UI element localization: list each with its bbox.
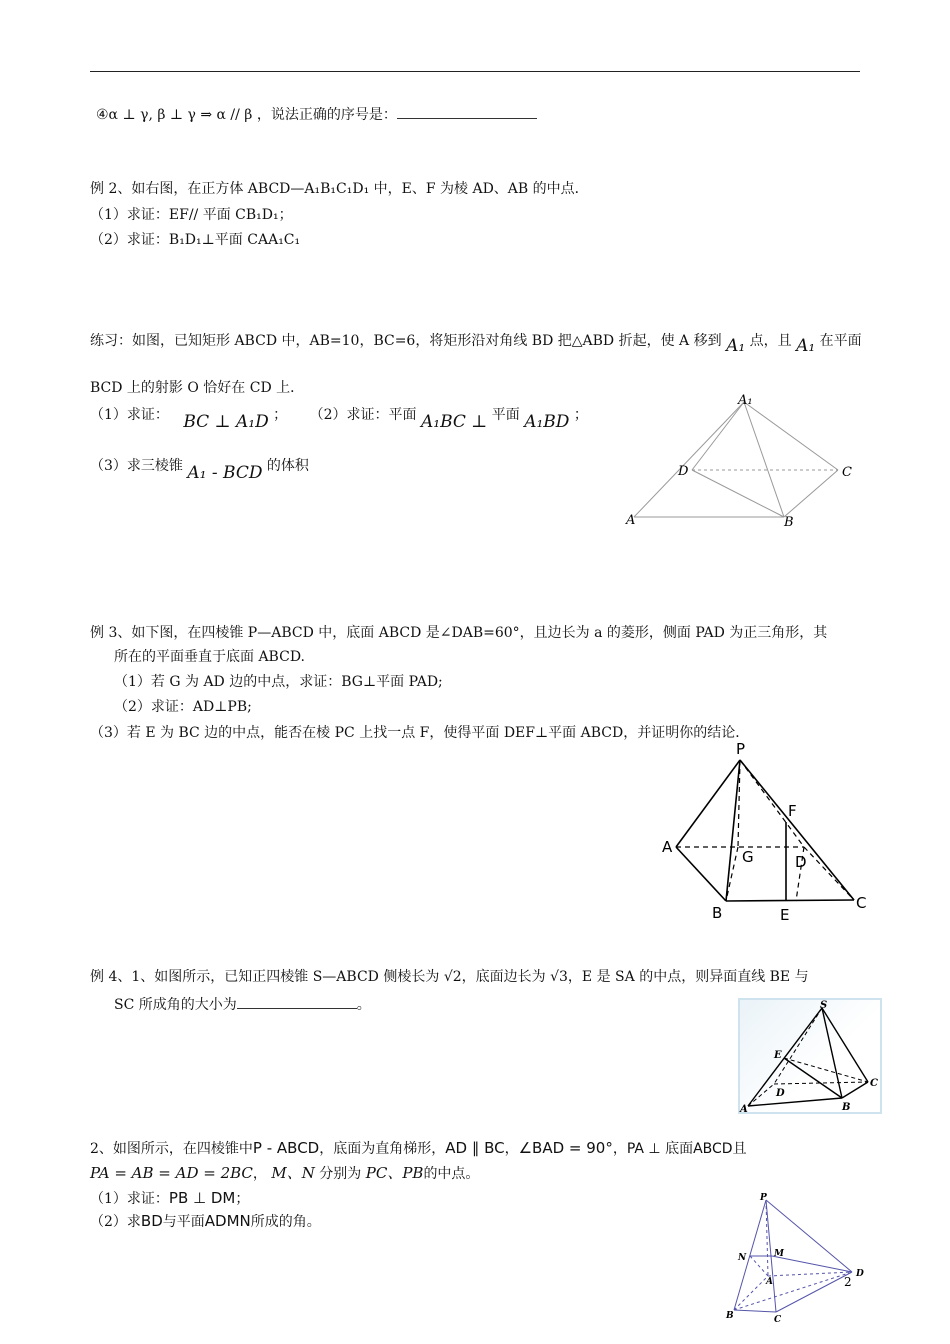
- practice-q3: [90, 455, 309, 483]
- ex3-figure: [660, 740, 870, 920]
- ex3-q1: （1）若 G 为 AD 边的中点，求证：BG⊥平面 PAD;: [114, 674, 443, 690]
- fig3-label-s: S: [820, 1000, 828, 1011]
- ex2-title: 例 2、如右图，在正方体 ABCD—A₁B₁C₁D₁ 中，E、F 为棱 AD、AB 的中点．: [90, 181, 589, 197]
- fig4-label-p: P: [760, 1193, 767, 1203]
- ex5-m4: PA ⊥ 底面ABCD: [626, 1141, 733, 1157]
- ex5-m7: PC、PB: [365, 1164, 424, 1182]
- practice-figure: [620, 390, 860, 530]
- ex5-m1: P - ABCD: [252, 1139, 320, 1157]
- fig3-label-c: C: [870, 1078, 878, 1089]
- ex5-q1: [90, 1188, 249, 1208]
- fig3-label-e: E: [774, 1050, 782, 1061]
- ex5-text-d: 分别为: [319, 1166, 362, 1182]
- fig4-label-n: N: [738, 1253, 747, 1263]
- ex4-figure: [738, 998, 882, 1114]
- fig1-label-a1: A₁: [738, 393, 753, 408]
- fig3-label-b: B: [842, 1102, 851, 1113]
- practice-q2-math-b: A₁BD: [524, 412, 570, 432]
- fig2-label-a: A: [662, 838, 673, 856]
- ex5-text-c: 且: [732, 1141, 747, 1157]
- ex5-q1-label: （1）求证：: [90, 1191, 169, 1207]
- fig4-label-b: B: [726, 1311, 734, 1321]
- ex3-title2: 所在的平面垂直于底面 ABCD.: [114, 649, 305, 665]
- practice-q3-math: A₁ - BCD: [187, 463, 263, 483]
- fig1-label-d: D: [678, 464, 689, 479]
- ex5-text-a: 2、如图所示，在四棱锥中: [90, 1141, 253, 1157]
- a1-symbol: A₁: [726, 336, 746, 356]
- ex5-m5: PA = AB = AD = 2BC: [90, 1164, 253, 1182]
- practice-q2-math-a: A₁BC ⊥: [421, 412, 488, 432]
- fig3-label-d: D: [776, 1088, 785, 1099]
- practice-q3-end: 的体积: [266, 458, 309, 474]
- fig2-label-e: E: [780, 906, 790, 920]
- fig4-label-c: C: [774, 1315, 782, 1325]
- practice-q1-q2: [90, 404, 588, 432]
- fig4-label-a: A: [766, 1277, 773, 1287]
- fig3-label-a: A: [740, 1104, 748, 1114]
- fig2-label-p: P: [736, 740, 746, 758]
- ex2-q1: （1）求证：EF// 平面 CB₁D₁；: [90, 207, 293, 223]
- ex5-text-b: ，底面为直角梯形，: [319, 1141, 446, 1157]
- practice-q1-label: （1）求证：: [90, 407, 169, 423]
- ex4-figure-box: [738, 998, 882, 1114]
- ex3-title: 例 3、如下图，在四棱锥 P—ABCD 中，底面 ABCD 是∠DAB=60°，且边长为 a 的菱形，侧面 PAD 为正三角形，其: [90, 625, 828, 641]
- ex3-q2: （2）求证：AD⊥PB;: [114, 699, 252, 715]
- sqrt3: √3: [550, 969, 568, 985]
- fig1-label-b: B: [784, 515, 794, 530]
- a1-symbol-2: A₁: [796, 336, 816, 356]
- practice-text-b: 点，且: [749, 333, 792, 349]
- practice-text-a: 练习：如图，已知矩形 ABCD 中，AB=10，BC=6，将矩形沿对角线 BD 把△ABD 折起，使 A 移到: [90, 333, 722, 349]
- ex4-text-c: ，E 是 SA 的中点，则异面直线 BE 与: [567, 969, 809, 985]
- ex5-q2-mid: 与平面: [162, 1214, 205, 1230]
- fig2-label-f: F: [788, 802, 797, 820]
- ex4-text-e: 。: [356, 997, 371, 1013]
- practice-q2-mid: 平面: [491, 407, 520, 423]
- ex5-text-e: 的中点。: [423, 1166, 480, 1182]
- fig2-label-d: D: [795, 853, 807, 871]
- practice-q1-math: BC ⊥ A₁D: [183, 412, 269, 432]
- fig2-label-g: G: [742, 848, 754, 866]
- ex5-q2: [90, 1211, 321, 1231]
- ex5-line1: 2、如图所示，在四棱锥中P - ABCD，底面为直角梯形，AD ∥ BC，∠BAD = 90°，PA ⊥ 底面ABCD且: [90, 1139, 747, 1157]
- ex5-figure: [722, 1188, 872, 1328]
- ex3-q3: （3）若 E 为 BC 边的中点，能否在棱 PC 上找一点 F，使得平面 DEF⊥平面 ABCD，并证明你的结论．: [90, 725, 750, 741]
- fig4-label-two: 2: [844, 1275, 852, 1289]
- ex4-line2: [114, 994, 371, 1014]
- practice-line1: [90, 330, 862, 356]
- ex4-text-a: 例 4、1、如图所示，已知正四棱锥 S—ABCD 侧棱长为: [90, 969, 440, 985]
- header-rule: [90, 71, 860, 72]
- ex5-q2-m1: BD: [140, 1212, 163, 1230]
- practice-q2-end: ；: [573, 407, 588, 423]
- angle-answer-blank[interactable]: [237, 994, 357, 1009]
- ex5-m6: M、N: [271, 1164, 315, 1182]
- practice-line2: BCD 上的射影 O 恰好在 CD 上．: [90, 380, 305, 396]
- ex2-q2: （2）求证：B₁D₁⊥平面 CAA₁C₁: [90, 232, 301, 248]
- ex4-text-b: ，底面边长为: [461, 969, 546, 985]
- fig4-label-d: D: [856, 1269, 864, 1279]
- ex5-q2-label: （2）求: [90, 1214, 141, 1230]
- fig2-label-c: C: [856, 894, 867, 912]
- practice-q1-end: ；: [273, 407, 288, 423]
- ex5-q1-math: PB ⊥ DM: [168, 1189, 236, 1207]
- ex5-m3: ∠BAD = 90°: [518, 1139, 613, 1157]
- ex4-text-d: SC 所成角的大小为: [114, 997, 237, 1013]
- practice-text-c: 在平面: [819, 333, 862, 349]
- q4-text: ④α ⊥ γ, β ⊥ γ ⇒ α // β ，说法正确的序号是：: [96, 107, 397, 123]
- ex5-m2: AD ∥ BC: [445, 1139, 505, 1157]
- q4-line: [96, 104, 537, 124]
- ex5-q2-end: 所成的角。: [250, 1214, 321, 1230]
- sqrt2: √2: [443, 969, 462, 985]
- practice-q3-label: （3）求三棱锥: [90, 458, 183, 474]
- fig1-label-a: A: [626, 513, 636, 528]
- fig1-label-c: C: [842, 465, 852, 480]
- fig4-label-m: M: [774, 1249, 784, 1259]
- ex5-line2: PA = AB = AD = 2BC， M、N 分别为 PC、PB的中点。: [90, 1164, 480, 1182]
- practice-q2-label: （2）求证：平面: [309, 407, 417, 423]
- fig2-label-b: B: [712, 904, 723, 920]
- ex4-line1: [90, 966, 809, 986]
- answer-blank[interactable]: [397, 104, 537, 119]
- ex5-q1-end: ；: [235, 1191, 250, 1207]
- ex5-q2-m2: ADMN: [204, 1212, 251, 1230]
